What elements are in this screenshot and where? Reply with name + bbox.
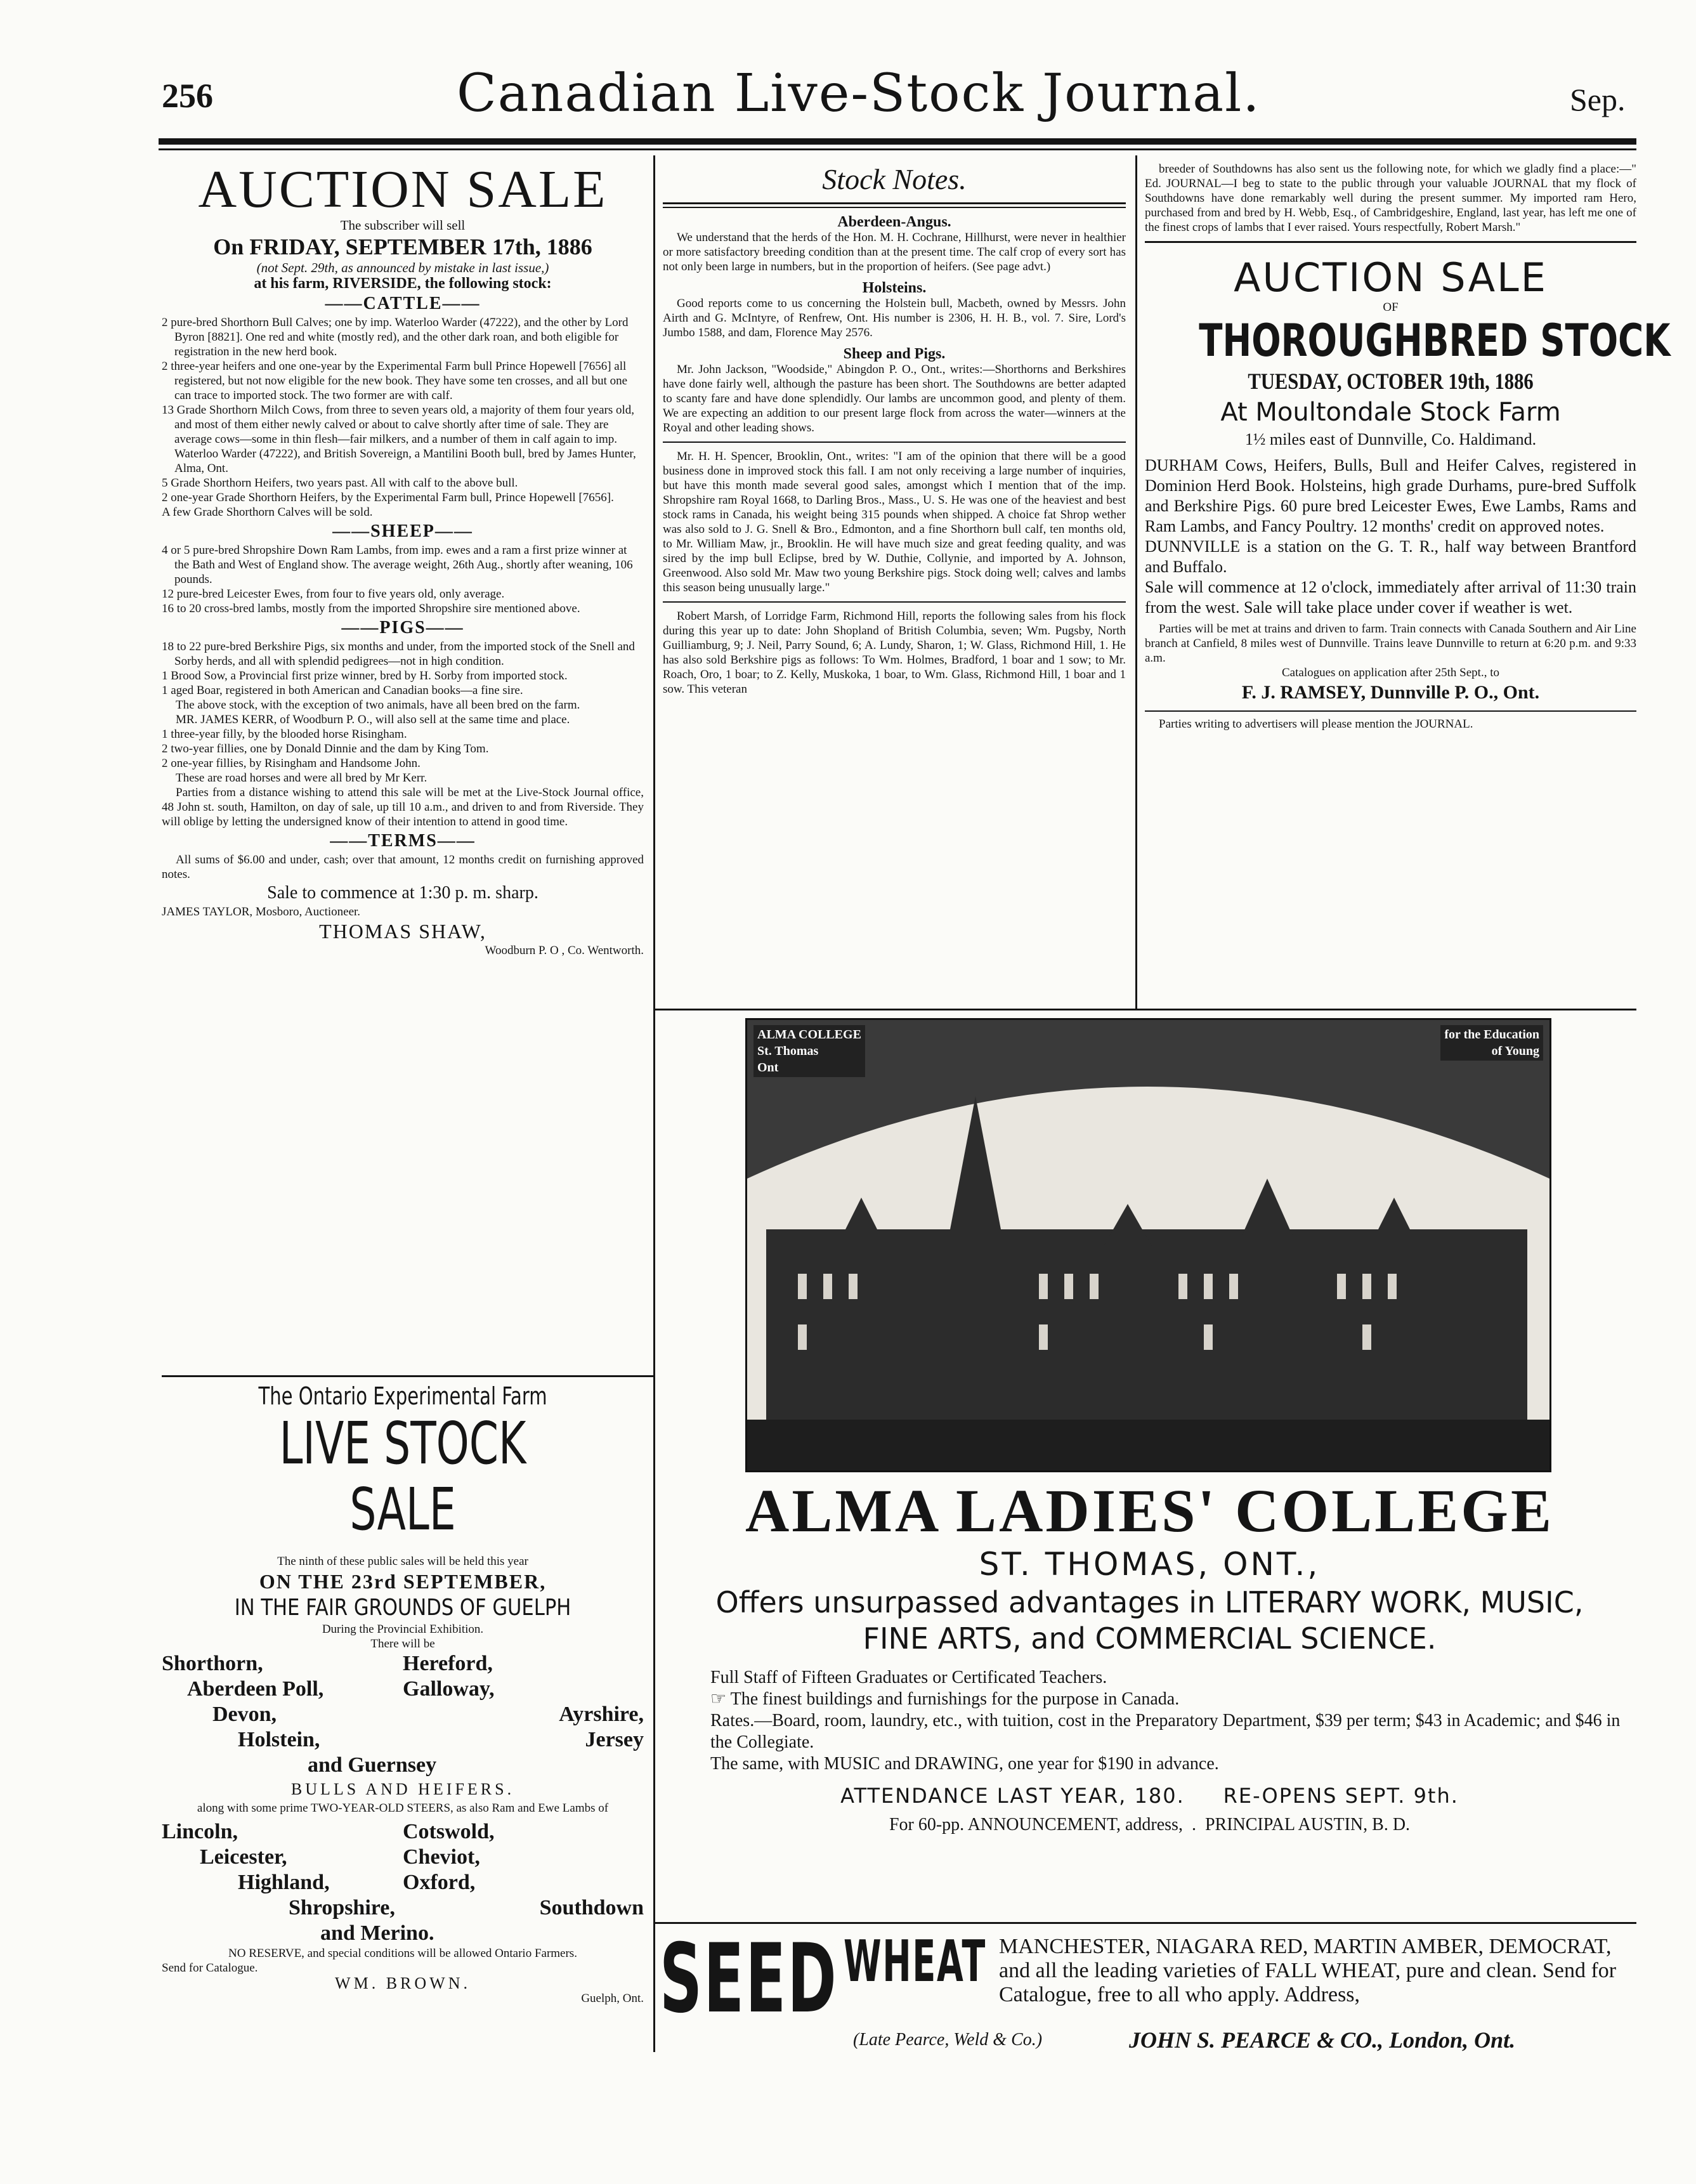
aberdeen-text: We understand that the herds of the Hon. M. H. Cochrane, Hillhurst, were never in healthier or more satisfactory breeding condition than at the present time. The calf crop of every sort has not only been large in numbers, but in the proportion of heifers. (See page advt.) — [663, 231, 1126, 273]
seed-text: MANCHESTER, NIAGARA RED, MARTIN AMBER, DEMOCRAT, and all the leading varieties of FALL WHEAT, pure and clean. Send for Catalogue, free to all who apply. Address, — [999, 1935, 1617, 2006]
breed: and Merino. — [320, 1921, 434, 1945]
holstein-heading: Holsteins. — [862, 280, 927, 296]
auctioneer: JAMES TAYLOR, Mosboro, Auctioneer. — [162, 905, 361, 919]
seed-late: (Late Pearce, Weld & Co.) — [853, 2030, 1043, 2050]
durham-text: DURHAM Cows, Heifers, Bulls, Bull and Heifer Calves, registered in Dominion Herd Book. Holsteins, high grade Durhams, pure-bred Suffolk and Berkshire Pigs. 60 pure bred Leicester Ewes, Ewe Lambs, Rams and Ram Lambs, and Fancy Poultry. 12 months' credit on approved notes. — [1145, 456, 1636, 535]
divider — [1145, 710, 1636, 712]
right-column — [1145, 162, 1671, 731]
there-will-be: There will be — [370, 1637, 435, 1651]
month: Sep. — [1570, 82, 1626, 117]
breed: Shropshire, — [289, 1896, 395, 1919]
farm-name: At Moultondale Stock Farm — [1220, 398, 1561, 427]
divider — [663, 601, 1126, 603]
banner-text: ALMA COLLEGE — [757, 1028, 861, 1042]
breed: Oxford, — [403, 1871, 476, 1894]
live-stock-sale-title: LIVE STOCK SALE — [279, 1409, 526, 1543]
horse-item: 2 two-year fillies, one by Donald Dinnie and the dam by King Tom. — [162, 742, 489, 755]
college-title: ALMA LADIES' COLLEGE — [745, 1477, 1554, 1545]
breed: Hereford, — [403, 1652, 493, 1675]
rates-line: Rates.—Board, room, laundry, etc., with tuition, cost in the Preparatory Department, $39 per term; $43 in Academic; and $46 in the Collegiate. — [710, 1711, 1621, 1752]
horse-item: 1 three-year filly, by the blooded horse Risingham. — [162, 728, 407, 741]
college-building-icon — [747, 1020, 1549, 1470]
attendance-line: ATTENDANCE LAST YEAR, 180. RE-OPENS SEPT. 9th. — [840, 1784, 1459, 1808]
banner-text: for the Education — [1444, 1028, 1539, 1042]
section-rule — [162, 1375, 653, 1377]
section-rule — [653, 1009, 1636, 1010]
seed-word: SEED — [660, 1924, 838, 2034]
auction-title: AUCTION SALE — [1234, 254, 1548, 301]
sheep-heading: ——SHEEP—— — [332, 521, 473, 541]
divider — [1145, 241, 1636, 243]
bulls-heifers: BULLS AND HEIFERS. — [290, 1780, 515, 1798]
sheep-item: 16 to 20 cross-bred lambs, mostly from the imported Shropshire sire mentioned above. — [162, 602, 580, 615]
breed: and Guernsey — [308, 1753, 437, 1777]
breed: Devon, — [212, 1703, 277, 1726]
ontario-sale-ad — [162, 1382, 644, 2006]
buildings-line: ☞ The finest buildings and furnishings for the purpose in Canada. — [710, 1689, 1180, 1709]
header-rule-thin — [159, 148, 1636, 150]
wheat-word: WHEAT — [844, 1928, 987, 1995]
horse-item: 2 one-year fillies, by Risingham and Handsome John. — [162, 757, 421, 770]
marsh-text: Robert Marsh, of Lorridge Farm, Richmond Hill, reports the following sales from his flock during this year up to date: John Shopland of British Columbia, seven; Wm. Pugsby, North Guilliamburg, 9; J. Neil, Parry Sound, 6; A. Lundy, Sharon, 1; W. Glass, Richmond Hill, 1. He has also sold Berkshire pigs as follows: To Wm. Holmes, Bradford, 1 boar and 1 sow; to Mr. Roach, Oro, 1 boar; to Z. Kelly, Muskoka, 1 boar, to Wm. Glass, Richmond Hill, 1 boar and 1 sow. This veteran — [663, 610, 1126, 696]
of-line: OF — [1383, 301, 1399, 314]
ontario-farm-line: The Ontario Experimental Farm — [258, 1382, 547, 1410]
signer: WM. BROWN. — [335, 1974, 471, 1992]
breed: Jersey — [585, 1728, 644, 1751]
sheep-breed-list — [162, 1819, 644, 1946]
subscriber-line: The subscriber will sell — [340, 218, 466, 233]
journal-title: Canadian Live-Stock Journal. — [457, 63, 1261, 124]
seed-firm: JOHN S. PEARCE & CO., London, Ont. — [1129, 2027, 1516, 2053]
jackson-text: Mr. John Jackson, "Woodside," Abingdon P. O., Ont., writes:—Shorthorns and Berkshires have done fairly well, although the pasture has been short. The Southdowns are better adapted to scanty fare and have done splendidly. Our lambs are uncommon good, and plenty of them. We are expecting an addition to our present large flock from across the water—winners at the Royal and other leading shows. — [663, 363, 1126, 435]
note: Parties from a distance wishing to attend this sale will be met at the Live-Stock Journal office, 48 John st. south, Hamilton, on day of sale, up till 10 a.m., and driven to and from Riverside. They will oblige by letting the undersigned know of their intention to attend in good time. — [162, 786, 644, 828]
note: These are road horses and were all bred by Mr Kerr. — [176, 771, 427, 785]
pigs-item: 1 Brood Sow, a Provincial first prize winner, bred by H. Sorby from imported stock. — [162, 669, 568, 683]
holstein-text: Good reports come to us concerning the Holstein bull, Macbeth, owned by Messrs. John Airth and G. McIntyre, of Renfrew, Ont. His number is 2306, H. H. B., vol. 7. Sire, Lord's Jumbo 1588, and dam, Florence May 2576. — [663, 297, 1126, 339]
cattle-heading: ——CATTLE—— — [325, 294, 481, 313]
sale-place: IN THE FAIR GROUNDS OF GUELPH — [234, 1595, 571, 1621]
music-line: The same, with MUSIC and DRAWING, one year for $190 in advance. — [710, 1754, 1219, 1774]
breed: Ayrshire, — [559, 1703, 644, 1726]
sheep-pigs-heading: Sheep and Pigs. — [843, 346, 946, 362]
catalogues-line: Catalogues on application after 25th Sept., to — [1282, 666, 1499, 679]
note: The above stock, with the exception of two animals, have all been bred on the farm. — [176, 698, 580, 712]
breed: Cotswold, — [403, 1820, 495, 1843]
send-catalogue: Send for Catalogue. — [162, 1961, 258, 1975]
no-reserve: NO RESERVE, and special conditions will be allowed Ontario Farmers. — [228, 1947, 577, 1960]
column-divider — [653, 1009, 655, 2052]
breed: Aberdeen Poll, — [187, 1677, 324, 1701]
title-rule — [663, 207, 1126, 208]
breed: Shorthorn, — [162, 1652, 263, 1675]
cattle-item: 2 pure-bred Shorthorn Bull Calves; one by imp. Waterloo Warder (47222), and the other by Lord Byron [8821]. One red and white (mostly red), and the other dark roan, and both eligible for registration in the new herd book. — [162, 316, 629, 358]
seller-address: Woodburn P. O , Co. Wentworth. — [485, 944, 644, 957]
page-number: 256 — [162, 77, 213, 115]
pigs-item: 1 aged Boar, registered in both American and Canadian books—a fine sire. — [162, 684, 523, 697]
column-divider — [653, 155, 655, 1009]
kerr-note: MR. JAMES KERR, of Woodburn P. O., will also sell at the same time and place. — [176, 713, 570, 726]
column-divider — [1135, 155, 1137, 1009]
terms: All sums of $6.00 and under, cash; over that amount, 12 months credit on furnishing approved notes. — [162, 853, 644, 881]
cattle-item: 2 one-year Grade Shorthorn Heifers, by the Experimental Farm bull, Prince Hopewell [7656]. — [162, 491, 614, 504]
aberdeen-heading: Aberdeen-Angus. — [837, 214, 951, 230]
cattle-item: 5 Grade Shorthorn Heifers, two years past. All with calf to the above bull. — [162, 476, 518, 490]
staff-line: Full Staff of Fifteen Graduates or Certificated Teachers. — [710, 1668, 1107, 1687]
stock-notes — [663, 162, 1126, 696]
marsh-continued: breeder of Southdowns has also sent us the following note, for which we gladly find a place:—" Ed. JOURNAL—I beg to state to the public through your valuable JOURNAL that my flock of Southdowns have done remarkably well during the present summer. My imported ram Hero, purchased from and bred by H. Webb, Esq., of Cambridgeshire, England, last year, has left me one of the finest crops of lambs that I ever raised. Yours respectfully, Robert Marsh." — [1145, 162, 1636, 234]
banner-text: St. Thomas — [757, 1044, 819, 1058]
dunnville-text: DUNNVILLE is a station on the G. T. R., half way between Brantford and Buffalo. — [1145, 537, 1636, 576]
pigs-item: 18 to 22 pure-bred Berkshire Pigs, six months and under, from the imported stock of the Snell and Sorby herds, and all with splendid pedigrees—not in high condition. — [162, 640, 635, 668]
terms-heading: ——TERMS—— — [330, 831, 476, 851]
pigs-heading: ——PIGS—— — [341, 618, 464, 638]
breed: Cheviot, — [403, 1845, 480, 1869]
college-engraving — [745, 1018, 1551, 1472]
college-place: ST. THOMAS, ONT., — [979, 1546, 1321, 1583]
auction-title: AUCTION SALE — [198, 160, 608, 219]
ninth-sale: The ninth of these public sales will be held this year — [277, 1555, 528, 1568]
title-rule — [663, 202, 1126, 204]
commence-time: Sale to commence at 1:30 p. m. sharp. — [267, 883, 538, 903]
breed: Holstein, — [238, 1728, 320, 1751]
auction-sale-ad — [162, 162, 644, 958]
banner-left — [753, 1025, 865, 1077]
cattle-item: 2 three-year heifers and one one-year by the Experimental Farm bull Prince Hopewell [7656] all registered, but not now eligible for the new book. They have some ten crosses, and all but one can trace to imported stock. The two former are with calf. — [162, 360, 628, 402]
advertisers-note: Parties writing to advertisers will please mention the JOURNAL. — [1159, 717, 1473, 731]
announcement-line: For 60-pp. ANNOUNCEMENT, address, . PRINCIPAL AUSTIN, B. D. — [889, 1815, 1411, 1834]
date-correction: (not Sept. 29th, as announced by mistake in last issue,) — [256, 260, 549, 275]
breed: Leicester, — [200, 1845, 287, 1869]
sheep-item: 4 or 5 pure-bred Shropshire Down Ram Lambs, from imp. ewes and a ram a first prize winner at the Bath and West of England show. The average weight, 26th Aug., shortly after weaning, 106 pounds. — [162, 544, 633, 586]
header-rule — [159, 138, 1636, 145]
college-offers-2: FINE ARTS, and COMMERCIAL SCIENCE. — [863, 1621, 1437, 1656]
banner-right — [1440, 1025, 1543, 1061]
sale-date: On FRIDAY, SEPTEMBER 17th, 1886 — [213, 234, 592, 259]
sale-date: ON THE 23rd SEPTEMBER, — [259, 1570, 547, 1593]
miles-east: 1½ miles east of Dunnville, Co. Haldimand. — [1244, 430, 1537, 448]
college-offers: Offers unsurpassed advantages in LITERARY WORK, MUSIC, — [715, 1585, 1584, 1619]
thoroughbred-title: THOROUGHBRED STOCK — [1199, 315, 1671, 367]
breed: Lincoln, — [162, 1820, 238, 1843]
stock-notes-title: Stock Notes. — [822, 163, 967, 195]
parties-text: Parties will be met at trains and driven to farm. Train connects with Canada Southern and Air Line branch at Canfield, 8 miles west of Dunnville. Trains leave Dunnville to return at 6:20 p.m. and 9:33 a.m. — [1145, 622, 1636, 665]
divider — [663, 441, 1126, 443]
farm-line: at his farm, RIVERSIDE, the following stock: — [254, 275, 552, 292]
along-with: along with some prime TWO-YEAR-OLD STEERS, as also Ram and Ewe Lambs of — [197, 1801, 609, 1815]
spencer-text: Mr. H. H. Spencer, Brooklin, Ont., writes: "I am of the opinion that there will be a good business done in improved stock this fall. I am not only receiving a large number of inquiries, but have this month made several good sales, amongst which I mention that of the imp. Shropshire ram Royal 1668, to Darling Bros., Mass., U. S. He was one of the heaviest and best stock rams in Canada, his weight being 315 pounds when shipped. A choice fat Shrop wether was also sold to J. G. Snell & Bro., Edmonton, and a fine Shorthorn bull calf, ten months old, to Mr. William Maw, jr., Brooklin. He will have much size and great feeding quality, and was sired by the imp bull Eclipse, bred by W. Duthie, Collynie, and imported by A. Johnson, Greenwood. Also sold Mr. Maw two young Berkshire pigs. Stock doing well; calves and lambs this season being unusually large." — [663, 450, 1126, 594]
during-exhibition: During the Provincial Exhibition. — [322, 1623, 484, 1636]
signer-place: Guelph, Ont. — [581, 1992, 644, 2005]
seller-name: THOMAS SHAW, — [319, 920, 486, 943]
sale-date: TUESDAY, OCTOBER 19th, 1886 — [1248, 369, 1534, 394]
breed: Galloway, — [403, 1677, 495, 1701]
sheep-item: 12 pure-bred Leicester Ewes, from four to five years old, only average. — [162, 587, 505, 601]
ramsey-signer: F. J. RAMSEY, Dunnville P. O., Ont. — [1241, 682, 1540, 703]
banner-text: of Young — [1491, 1044, 1539, 1058]
cattle-item: A few Grade Shorthorn Calves will be sold. — [162, 506, 373, 519]
banner-text: Ont — [757, 1061, 779, 1075]
cattle-breed-list — [162, 1651, 644, 1778]
college-ad — [663, 1478, 1636, 1840]
breed: Highland, — [238, 1871, 330, 1894]
cattle-item: 13 Grade Shorthorn Milch Cows, from three to seven years old, a majority of them four years old, and most of them either newly calved or about to calve shortly after time of sale. They are average cows—some in thin flesh—fair milkers, and a number of them in calf again to imp. Waterloo Warder (47222), and British Sovereign, a Mantilini Booth bull, bred by James Hunter, Alma, Ont. — [162, 403, 636, 475]
commence-text: Sale will commence at 12 o'clock, immediately after arrival of 11:30 train from the west. Sale will take place under cover if weather is wet. — [1145, 578, 1636, 617]
breed: Southdown — [539, 1896, 644, 1919]
